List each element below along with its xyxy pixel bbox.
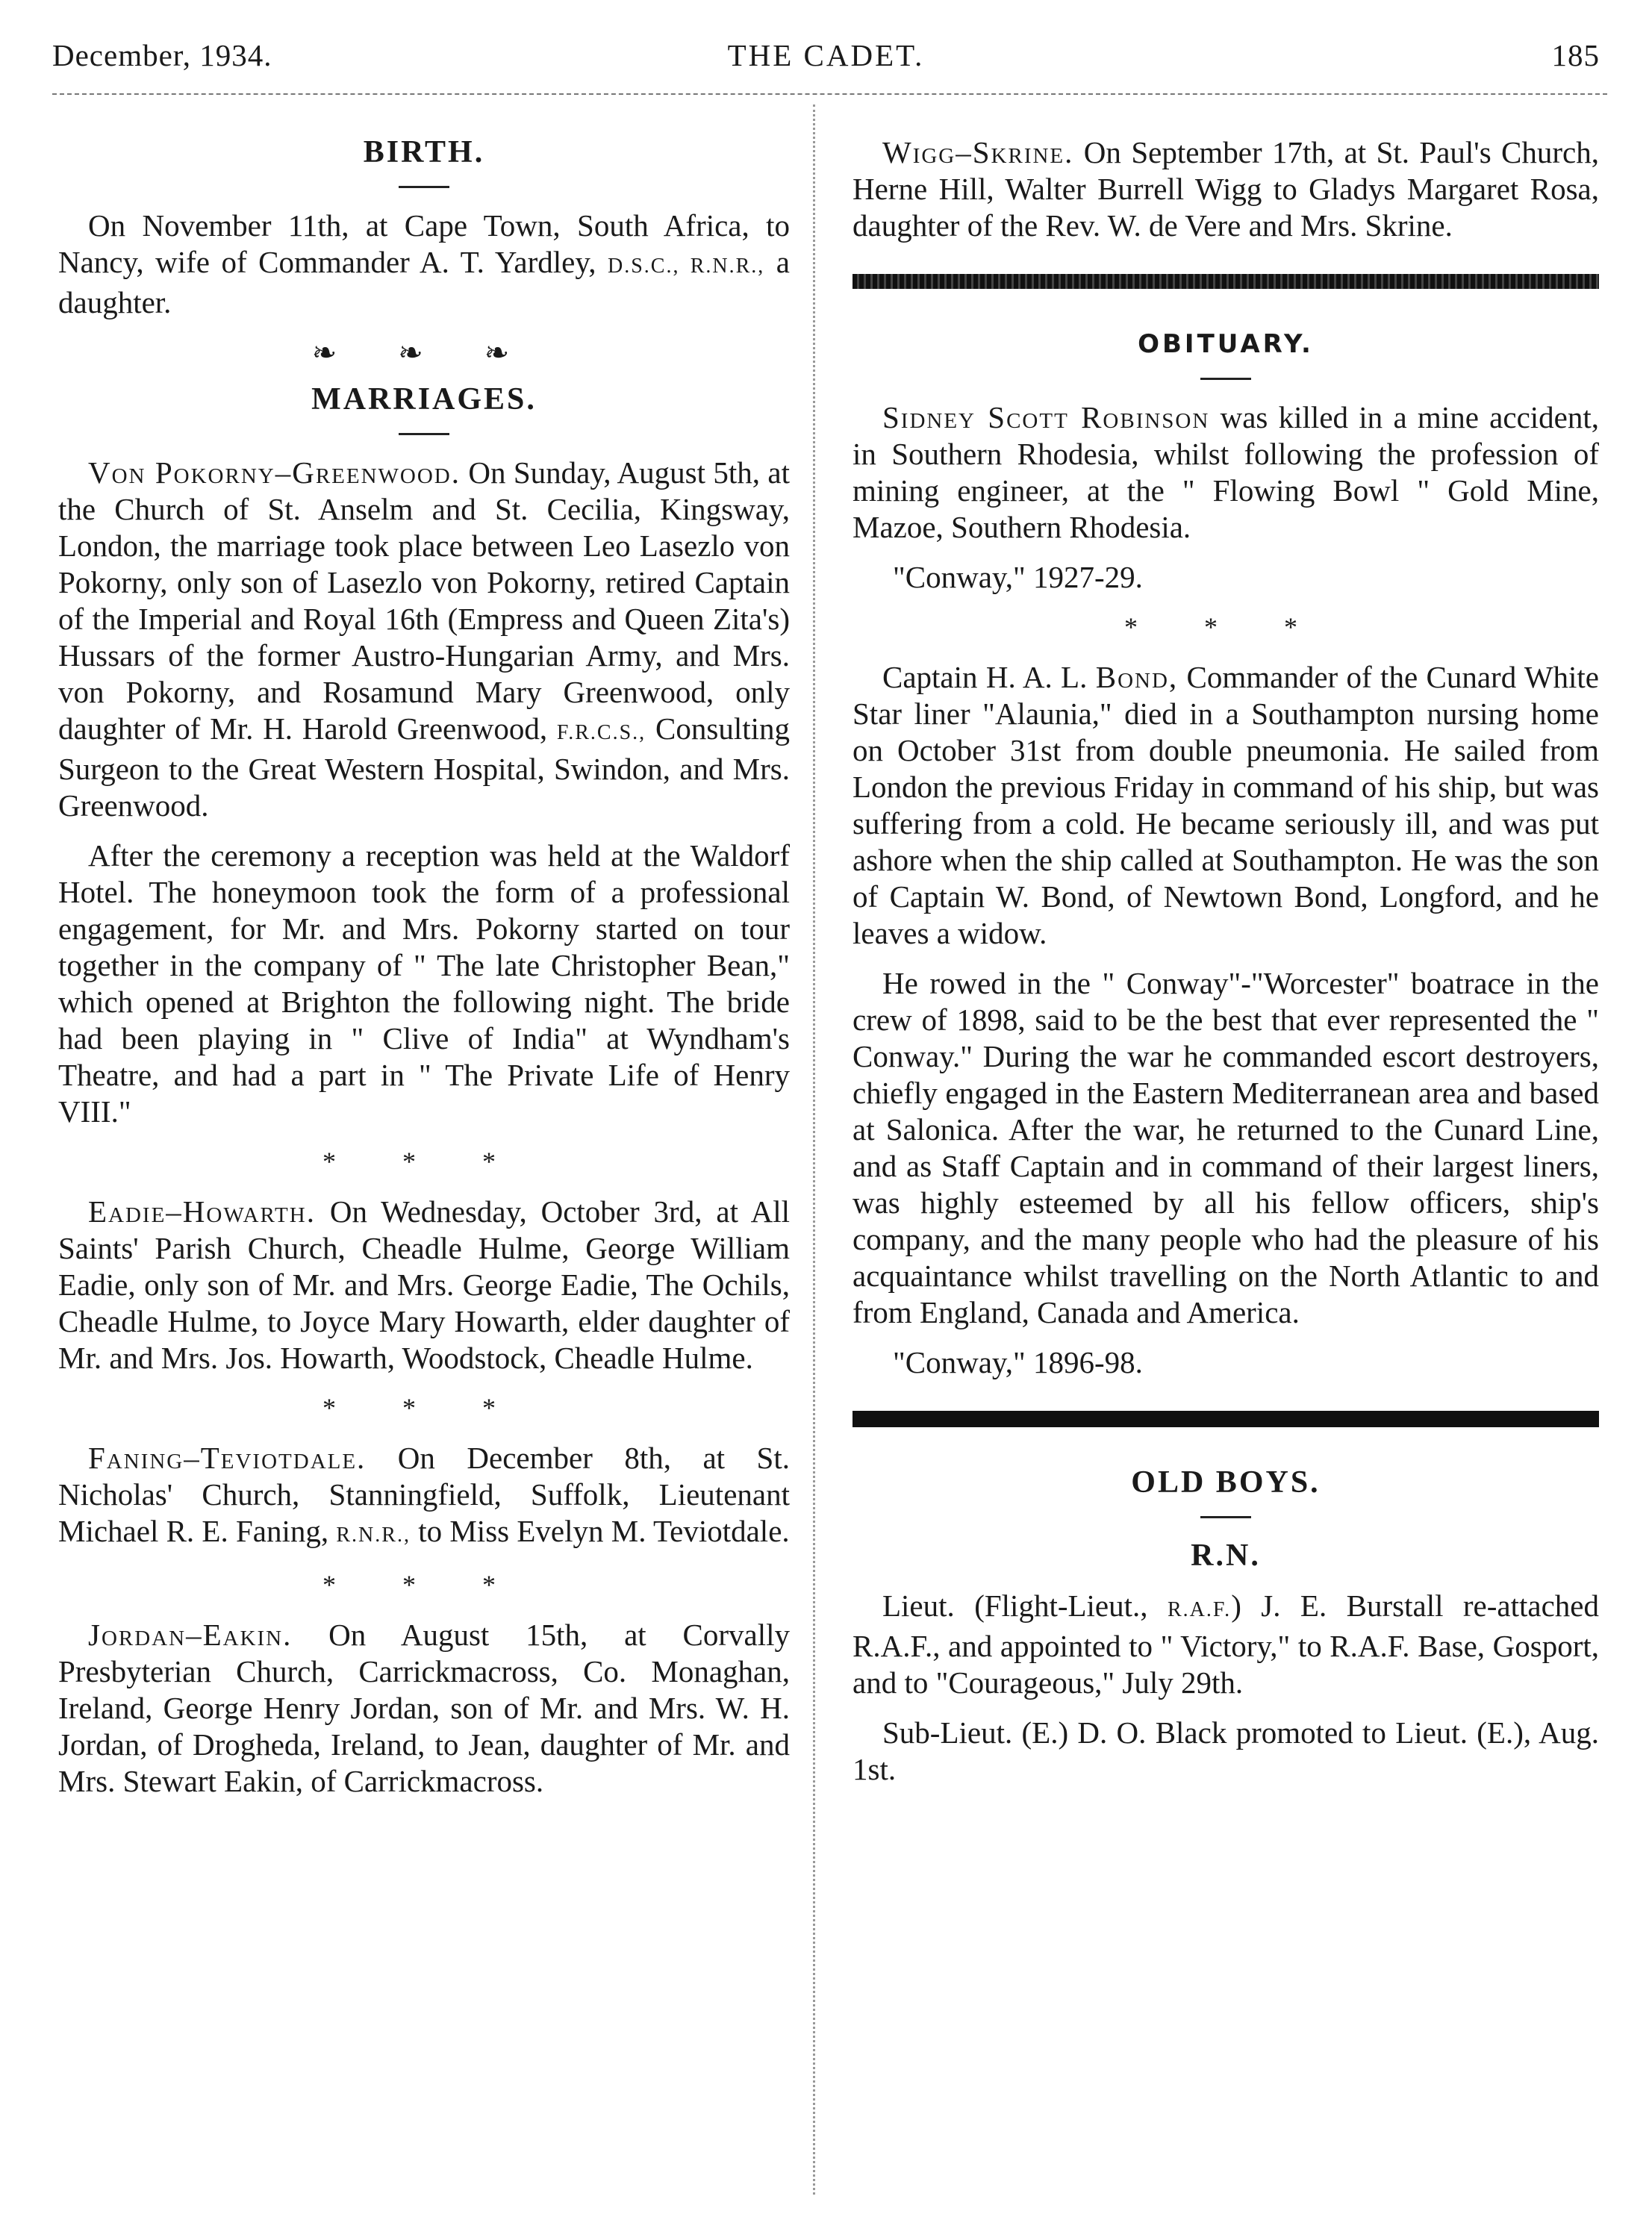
obituary-bond-career: He rowed in the " Conway"-"Worcester" boatrace in the crew of 1898, said to be the best that ever represented the " Conway." During the war he commanded escort destroyers, chiefly engaged in the Eastern Mediterranean area and based at Salonica. After the war, he returned to the Cunard Line, and as Staff Captain and in command of their largest liners, was highly esteemed by all his fellow officers, ship's company, and the many people who had the pleasure of his acquaintance whilst travelling on the North Atlantic to and from England, Canada and America.: [853, 966, 1599, 1329]
heading-rule: [1200, 378, 1251, 380]
old-boy-burstall: Lieut. (Flight-Lieut., R.A.F.) J. E. Burstall re-attached R.A.F., and appointed to " Victory," to R.A.F. Base, Gosport, and to "Courageous," July 29th.: [853, 1588, 1599, 1700]
marriage-notice-jordan: Jordan–Eakin. On August 15th, at Corvally Presbyterian Church, Carrickmacross, Co. Monaghan, Ireland, George Henry Jordan, son of Mr. and Mrs. W. H. Jordan, of Drogheda, Ireland, to Jean, daughter of Mr. and Mrs. Stewart Eakin, of Carrickmacross.: [58, 1618, 790, 1798]
ornament-fleurons: ❧ ❧ ❧: [311, 336, 537, 369]
issue-date: December, 1934.: [52, 38, 272, 72]
notice-names: Von Pokorny–Greenwood.: [88, 455, 461, 490]
old-boy-black: Sub-Lieut. (E.) D. O. Black promoted to Lieut. (E.), Aug. 1st.: [853, 1715, 1599, 1786]
section-bar: [853, 1411, 1599, 1427]
marriage-notice-pokorny-reception: After the ceremony a reception was held at the Waldorf Hotel. The honeymoon took the form of a professional engagement, for Mr. and Mrs. Pokorny started on tour together in the company of " The late Christopher Bean," which opened at Brighton the following night. The bride had been playing in " Clive of India" at Wyndham's Theatre, and had a part in " The Private Life of Henry VIII.": [58, 838, 790, 1129]
heading-rule: [399, 433, 449, 435]
honours: R.N.R.,: [336, 1524, 411, 1547]
header-rule: [52, 93, 1607, 95]
right-column: [853, 134, 1599, 1801]
obituary-years: "Conway," 1927-29.: [893, 560, 1143, 594]
notice-names: Eadie–Howarth.: [88, 1194, 316, 1229]
heading-rule: [399, 186, 449, 188]
section-stars: * * *: [322, 1393, 526, 1423]
section-stars: * * *: [322, 1147, 526, 1176]
page-number: 185: [1551, 38, 1600, 72]
marriage-notice-wigg: Wigg–Skrine. On September 17th, at St. Paul's Church, Herne Hill, Walter Burrell Wigg to Gladys Margaret Rosa, daughter of the Rev. W. de Vere and Mrs. Skrine.: [853, 135, 1599, 243]
marriage-notice-pokorny: Von Pokorny–Greenwood. On Sunday, August 5th, at the Church of St. Anselm and St. Cecilia, Kingsway, London, the marriage took place between Leo Lasezlo von Pokorny, only son of Lasezlo von Pokorny, retired Captain of the Imperial and Royal 16th (Empress and Queen Zita's) Hussars of the former Austro-Hungarian Army, and Mrs. von Pokorny, and Rosamund Mary Greenwood, only daughter of Mr. H. Harold Greenwood, F.R.C.S., Consulting Surgeon to the Great Western Hospital, Swindon, and Mrs. Greenwood.: [58, 455, 790, 823]
running-head: [52, 37, 1600, 82]
obituary-robinson: Sidney Scott Robinson was killed in a mine accident, in Southern Rhodesia, whilst following the profession of mining engineer, at the " Flowing Bowl " Gold Mine, Mazoe, Southern Rhodesia.: [853, 400, 1600, 544]
obituary-years: "Conway," 1896-98.: [893, 1345, 1143, 1379]
notice-names: Jordan–Eakin.: [88, 1618, 293, 1652]
honours: R.A.F.: [1167, 1598, 1232, 1621]
obituary-bond: Captain H. A. L. Bond, Commander of the Cunard White Star liner "Alaunia," died in a Southampton nursing home on October 31st from double pneumonia. He sailed from London the previous Friday in command of his ship, but was suffering from a cold. He became seriously ill, and was put ashore when the ship called at Southampton. He was the son of Captain W. Bond, of Newtown Bond, Longford, and he leaves a widow.: [853, 660, 1599, 950]
old-boys-heading: OLD BOYS.: [1131, 1465, 1321, 1500]
notice-names: Wigg–Skrine.: [882, 135, 1074, 169]
honours: F.R.C.S.,: [556, 721, 646, 744]
journal-title: THE CADET.: [727, 38, 925, 72]
honours: D.S.C., R.N.R.,: [607, 255, 765, 278]
rn-subheading: R.N.: [1191, 1538, 1261, 1573]
section-stars: * * *: [322, 1570, 526, 1600]
heading-rule: [1200, 1516, 1251, 1518]
column-divider: [813, 105, 815, 2195]
marriage-notice-faning: Faning–Teviotdale. On December 8th, at St. Nicholas' Church, Stanningfield, Suffolk, Lieutenant Michael R. E. Faning, R.N.R., to Miss Evelyn M. Teviotdale.: [58, 1441, 790, 1548]
obituary-heading: OBITUARY.: [1138, 329, 1314, 359]
section-stars: * * *: [1124, 612, 1327, 642]
marriage-notice-eadie: Eadie–Howarth. On Wednesday, October 3rd, at All Saints' Parish Church, Cheadle Hulme, George William Eadie, only son of Mr. and Mrs. George Eadie, The Ochils, Cheadle Hulme, to Joyce Mary Howarth, elder daughter of Mr. and Mrs. Jos. Howarth, Woodstock, Cheadle Hulme.: [58, 1194, 790, 1375]
notice-names: Faning–Teviotdale.: [88, 1441, 367, 1475]
birth-heading: BIRTH.: [363, 135, 485, 169]
left-column: [58, 134, 790, 1813]
section-bar: [853, 274, 1599, 289]
obituary-name: Sidney Scott Robinson: [882, 400, 1210, 434]
birth-notice: On November 11th, at Cape Town, South Africa, to Nancy, wife of Commander A. T. Yardley, D.S.C., R.N.R., a daughter.: [58, 208, 790, 319]
obituary-name: Bond,: [1095, 660, 1179, 694]
marriages-heading: MARRIAGES.: [311, 382, 537, 417]
